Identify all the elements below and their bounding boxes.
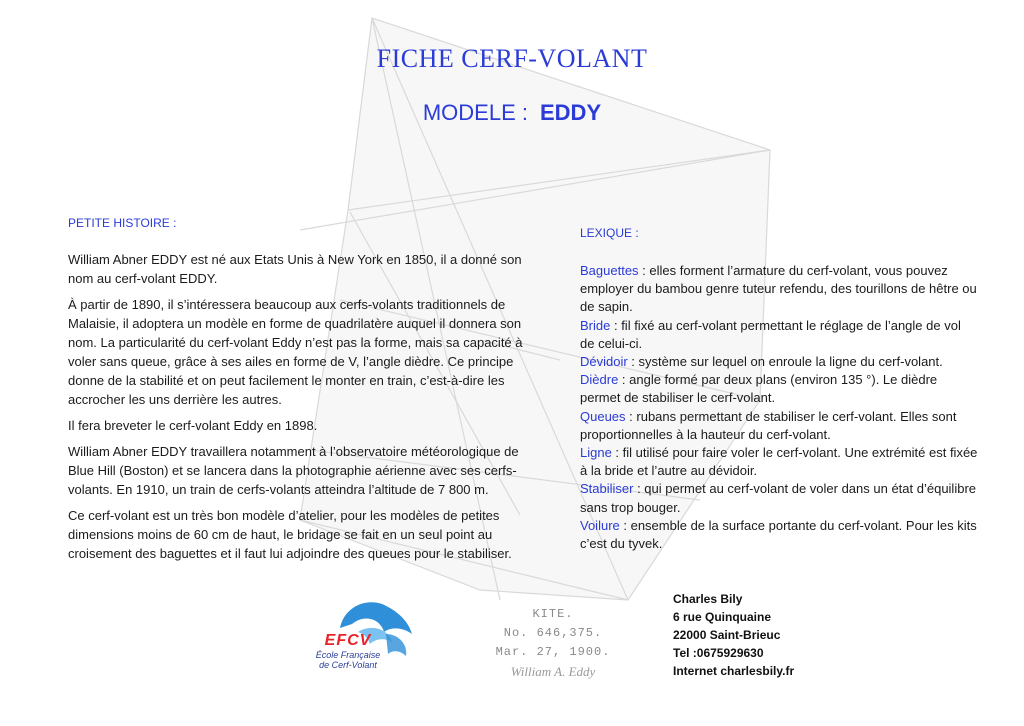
lexicon-definition: : fil fixé au cerf-volant permettant le réglage de l’angle de vol de celui-ci. [580,317,961,351]
history-paragraph: William Abner EDDY travaillera notamment à l’observatoire météorologique de Blue Hill (Boston) et se lancera dans la photographie aérienne avec ses cerfs-volants. En 1910, un train de cerfs-volants atteindra l’altitude de 7 800 m. [68,444,519,497]
patent-number: No. 646,375. [503,626,603,640]
contact-website: Internet charlesbily.fr [673,664,795,678]
lexicon-entry [580,444,978,480]
lexicon-entry [580,262,978,317]
lexicon-entry [580,353,978,371]
history-paragraph: Il fera breveter le cerf-volant Eddy en 1898. [68,418,318,433]
lexicon-definition: : qui permet au cerf-volant de voler dans un état d’équilibre sans trop bouger. [580,481,977,515]
efcv-logo [300,594,420,692]
patent-line: KITE. [532,607,574,621]
lexicon-definition: : angle formé par deux plans (environ 135 °). Le dièdre permet de stabiliser le cerf-volant. [580,372,938,406]
lexicon-definition: : système sur lequel on enroule la ligne du cerf-volant. [627,354,943,370]
contact-address [673,590,794,680]
lexicon-entry [580,408,978,444]
contact-phone: Tel :0675929630 [673,646,764,660]
lexicon-term: Queues [580,408,626,424]
lexicon-term: Ligne [580,445,612,461]
logo-text [300,632,396,670]
lexicon-term: Stabiliser [580,481,634,497]
lexicon-term: Baguettes [580,263,639,278]
lexicon-entry [580,371,978,407]
lexicon-definition: : fil utilisé pour faire voler le cerf-volant. Une extrémité est fixée à la bride et l’autre au dévidoir. [580,445,978,479]
lexicon-entry [580,317,978,353]
patent-date: Mar. 27, 1900. [495,645,611,659]
lexicon-list [580,262,978,553]
history-paragraph: Ce cerf-volant est un très bon modèle d’atelier, pour les modèles de petites dimensions moins de 60 cm de haut, le bridage se fait en un seul point au croisement des baguettes et il faut lui adjoindre des queues pour le stabiliser. [68,508,512,561]
history-paragraph: À partir de 1890, il s’intéressera beaucoup aux cerfs-volants traditionnels de Malaisie, il adoptera un modèle en forme de quadrilatère auquel il donnera son nom. La particularité du cerf-volant Eddy n’est pas la forme, mais sa capacité à voler sans queue, grâce à ses ailes en forme de V, l’angle dièdre. Ce principe donne de la stabilité et on peut facilement le monter en train, c’est-à-dire les accrocher les uns derrière les autres. [68,297,523,407]
lexicon-definition: : ensemble de la surface portante du cerf-volant. Pour les kits c’est du tyvek. [580,517,977,552]
lexicon-term: Voilure [580,517,620,533]
history-heading: PETITE HISTOIRE : [68,216,177,230]
lexicon-term: Dévidoir [580,354,628,370]
page-title: FICHE CERF-VOLANT [376,44,648,73]
lexicon-definition: : rubans permettant de stabiliser le cerf-volant. Elles sont proportionnelles à la hauteur du cerf-volant. [580,408,957,442]
lexicon-entry [580,517,978,553]
lexicon-heading: LEXIQUE : [580,226,639,240]
contact-city: 22000 Saint-Brieuc [673,628,781,642]
model-subtitle [0,100,1024,126]
logo-acronym: EFCV [324,632,372,649]
patent-signature: William A. Eddy [510,664,596,679]
history-text [68,250,530,570]
model-label: MODELE : [422,100,528,125]
logo-school-line: de Cerf-Volant [319,660,377,670]
logo-school-line: École Française [315,650,381,660]
patent-stamp [478,605,628,681]
lexicon-term: Dièdre [580,372,619,388]
contact-street: 6 rue Quinquaine [673,610,772,624]
lexicon-definition: : elles forment l’armature du cerf-volant, vous pouvez employer du bambou genre tuteur refendu, des tourillons de hêtre ou de sapin. [580,263,977,315]
lexicon-term: Bride [580,317,611,333]
contact-name: Charles Bily [673,592,743,606]
lexicon-entry [580,480,978,516]
history-paragraph: William Abner EDDY est né aux Etats Unis à New York en 1850, il a donné son nom au cerf-volant EDDY. [68,252,522,286]
model-name: EDDY [540,100,602,125]
